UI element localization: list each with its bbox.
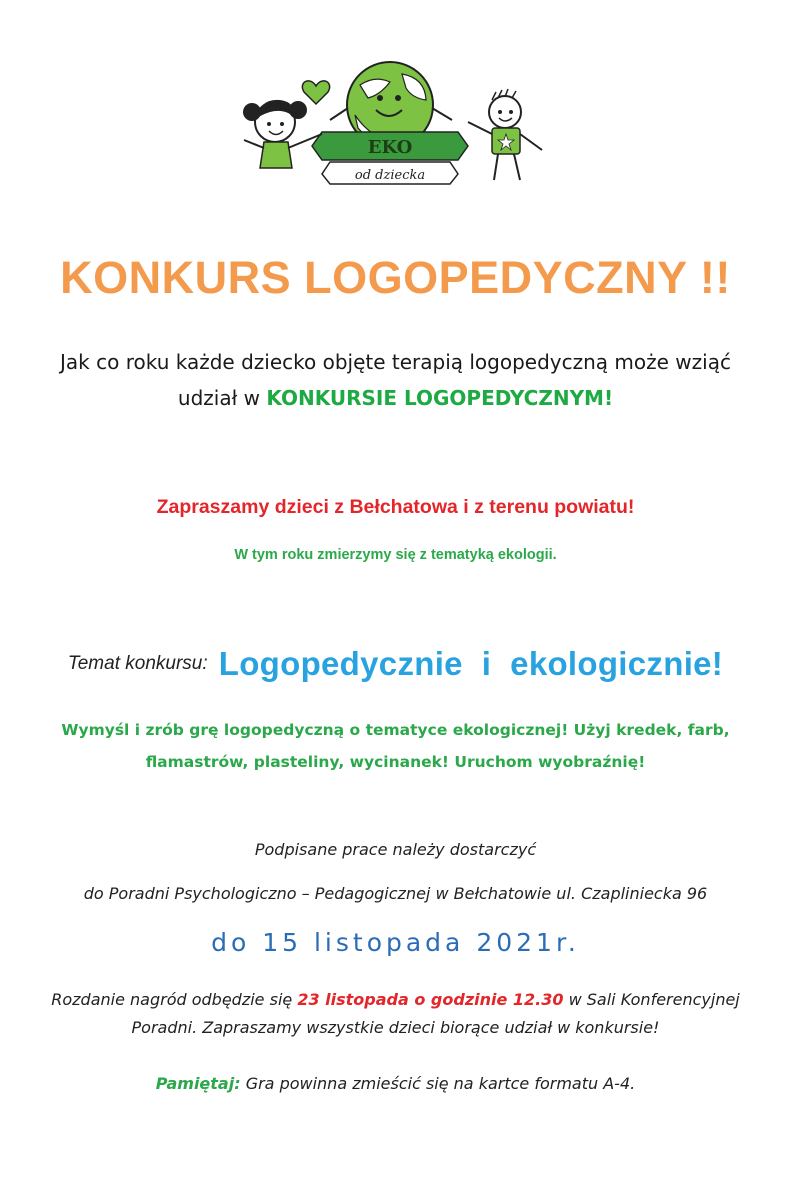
remember-note — [0, 1074, 791, 1093]
theme-note: W tym roku zmierzymy się z tematyką ekologii. — [234, 547, 557, 563]
delivery-line-1: Podpisane prace należy dostarczyć — [254, 840, 537, 859]
eko-od-dziecka-logo — [230, 60, 550, 195]
award-suffix: w Sali Konferencyjnej — [563, 990, 740, 1009]
deadline: do 15 listopada 2021r. — [211, 928, 580, 957]
award-line-1 — [0, 986, 791, 1014]
intro-prefix: udział w — [177, 386, 267, 410]
award-prefix: Rozdanie nagród odbędzie się — [51, 990, 298, 1009]
task-text — [0, 714, 791, 778]
intro-line-1: Jak co roku każde dziecko objęte terapią logopedyczną może wziąć — [60, 350, 731, 374]
intro-text — [0, 344, 791, 416]
page-title: KONKURS LOGOPEDYCZNY !! — [60, 252, 731, 303]
award-line-2: Poradni. Zapraszamy wszystkie dzieci biorące udział w konkursie! — [131, 1018, 660, 1037]
task-line-2: flamastrów, plasteliny, wycinanek! Uruchom wyobraźnię! — [145, 753, 646, 771]
task-line-1: Wymyśl i zrób grę logopedyczną o tematyce ekologicznej! Użyj kredek, farb, — [61, 721, 730, 739]
girl-figure-icon — [243, 100, 322, 168]
topic-row — [0, 645, 791, 683]
topic-value: Logopedycznie i ekologicznie! — [218, 645, 724, 682]
award-text — [0, 986, 791, 1042]
remember-text: Gra powinna zmieścić się na kartce formatu A-4. — [240, 1074, 636, 1093]
logo-text-bottom: od dziecka — [354, 168, 426, 183]
remember-label: Pamiętaj: — [155, 1074, 241, 1093]
invite-text: Zapraszamy dzieci z Bełchatowa i z terenu powiatu! — [156, 496, 635, 518]
intro-highlight: KONKURSIE LOGOPEDYCZNYM! — [266, 386, 614, 410]
delivery-line-2: do Poradni Psychologiczno – Pedagogicznej w Bełchatowie ul. Czapliniecka 96 — [83, 884, 708, 903]
boy-figure-icon — [468, 89, 542, 180]
intro-line-2 — [0, 380, 791, 416]
heart-icon — [302, 81, 329, 104]
topic-label: Temat konkursu: — [67, 653, 208, 674]
award-date: 23 listopada o godzinie 12.30 — [297, 990, 564, 1009]
logo-text-top: EKO — [367, 137, 413, 158]
